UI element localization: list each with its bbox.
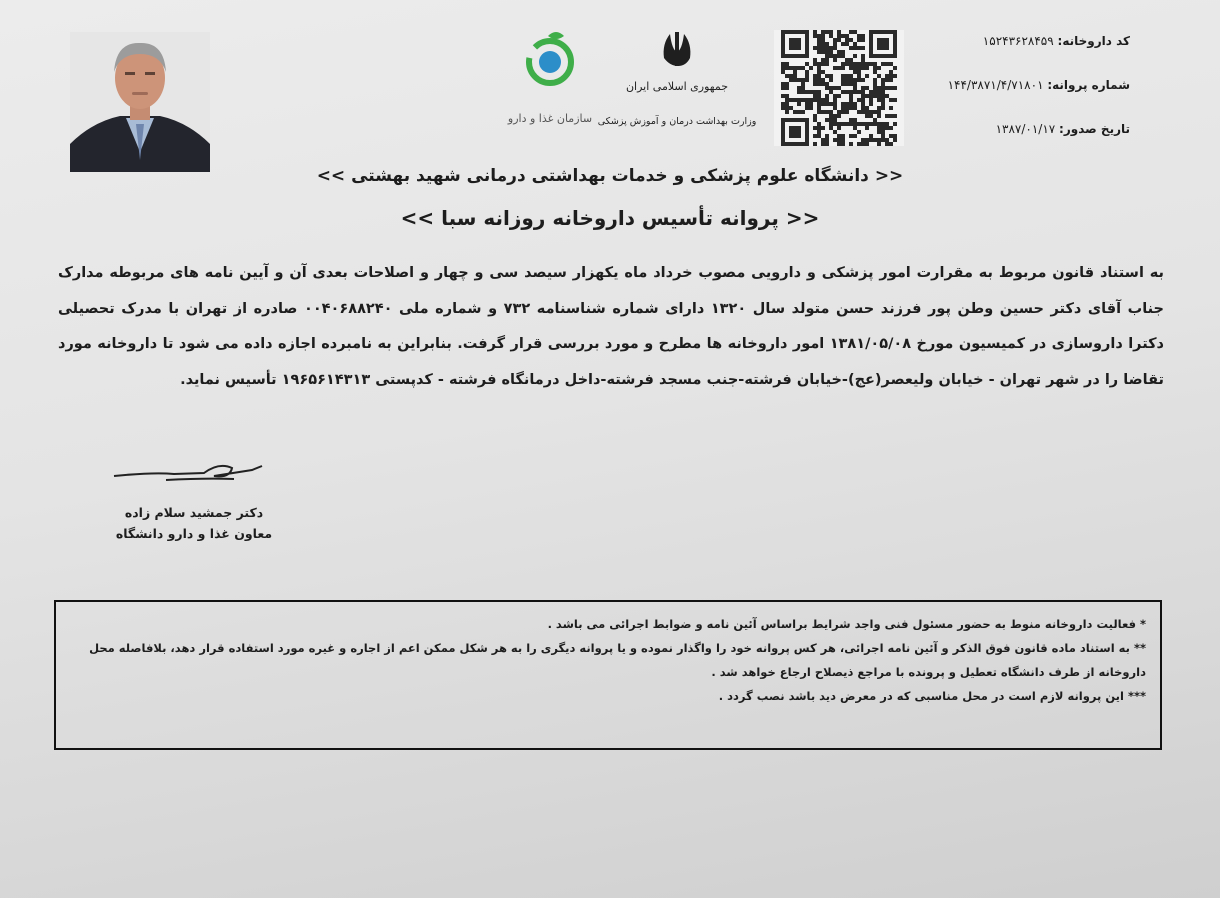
license-number-label: شماره پروانه:	[1047, 78, 1130, 92]
ministry-name-text: جمهوری اسلامی ایران	[625, 80, 729, 93]
issue-date-label: تاریخ صدور:	[1059, 122, 1130, 136]
license-body: به استناد قانون مربوط به مقرارت امور پزشکی و دارویی مصوب خرداد ماه یکهزار سیصد سی و چهار و اصلاحات بعدی آن و آیین نامه های مربوطه مدارک جناب آقای دکتر حسین وطن پور فرزند حسن متولد سال ۱۳۲۰ دارای شماره شناسنامه ۷۳۲ و شماره ملی ۰۰۴۰۶۸۸۲۴۰ صادره از تهران با مدرک تحصیلی دکترا داروسازی در کمیسیون مورخ ۱۳۸۱/۰۵/۰۸ امور داروخانه ها مطرح و مورد بررسی قرار گرفت. بنابراین به نامبرده اجازه داده می شود تا داروخانه مورد تقاضا را در شهر تهران - خیابان ولیعصر(عج)-خیابان فرشته-جنب مسجد فرشته-داخل درمانگاه فرشته - کدپستی ۱۹۶۵۶۱۴۳۱۳ تأسیس نماید.	[58, 265, 1165, 388]
signature-scribble	[104, 458, 284, 488]
note-item: ** به استناد ماده قانون فوق الذکر و آئین نامه اجرائی، هر کس پروانه خود را واگذار نموده و یا پروانه دیگری را به هر شکل ممکن اعم از اجاره و غیره مورد استفاده قرار دهد، بلافاصله محل داروخانه از طرف دانشگاه تعطیل و پرونده با مراجع ذیصلاح ارجاع خواهد شد .	[89, 641, 1146, 679]
food-drug-org-text: سازمان غذا و دارو	[507, 112, 593, 125]
pharmacy-code-label: کد داروخانه:	[1057, 34, 1130, 48]
notes-box	[54, 600, 1162, 750]
signature-block	[104, 458, 284, 544]
ministry-emblem	[597, 28, 757, 138]
signer-title: معاون غذا و دارو دانشگاه	[115, 526, 273, 541]
license-number-row	[870, 76, 1130, 120]
license-title: << پروانه تأسیس داروخانه روزانه سبا >>	[400, 206, 820, 230]
issue-date-row	[870, 120, 1130, 164]
pharmacy-code-value: ۱۵۲۴۳۶۲۸۴۵۹	[982, 34, 1054, 48]
note-item: *** این پروانه لازم است در محل مناسبی که در معرض دید باشد نصب گردد .	[718, 689, 1146, 703]
note-item: * فعالیت داروخانه منوط به حضور مسئول فنی واجد شرایط براساس آئین نامه و ضوابط اجرائی می باشد .	[547, 617, 1146, 631]
license-meta	[870, 32, 1130, 164]
license-number-value: ۱۴۴/۳۸۷۱/۴/۷۱۸۰۱	[947, 78, 1044, 92]
university-title: << دانشگاه علوم پزشکی و خدمات بهداشتی درمانی شهید بهشتی >>	[316, 166, 904, 186]
holder-photo	[70, 32, 210, 172]
food-drug-logo	[500, 30, 610, 130]
pharmacy-code-row	[870, 32, 1130, 76]
signer-name: دکتر جمشید سلام زاده	[124, 505, 264, 520]
ministry-logo-text: وزارت بهداشت درمان و آموزش پزشکی	[597, 116, 757, 127]
issue-date-value: ۱۳۸۷/۰۱/۱۷	[995, 122, 1056, 136]
